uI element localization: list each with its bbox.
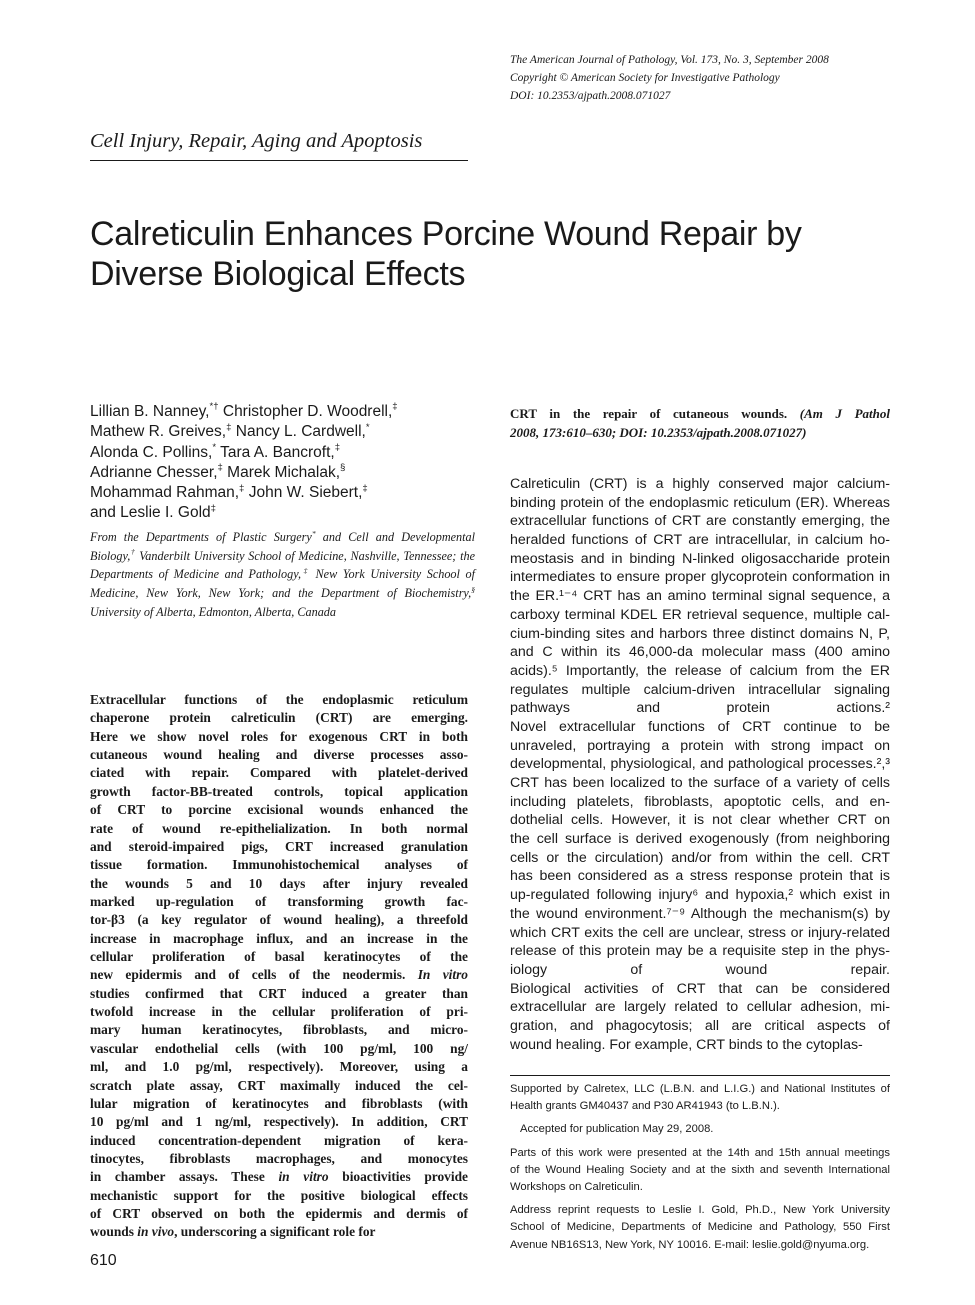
body-line: dothelial cells. However, it is not clear whether CRT on: [510, 812, 890, 829]
body-line: cells or the circulation) and/or from within the cell. CRT: [510, 849, 890, 866]
abstract-line: tor-β3 (a key regulator of wound healing), a threefold: [90, 912, 468, 928]
body-line: and C within its 46,000-da molecular mass (400 amino: [510, 644, 890, 661]
affiliation-mark: *: [311, 528, 316, 538]
body-line: meostasis and in binding N-linked oligosaccharide protein: [510, 550, 890, 567]
abstract-line: in chamber assays. These in vitro bioactivities provide: [90, 1169, 468, 1185]
author-line: [90, 463, 450, 483]
footnote-line: Parts of this work were presented at the 14th and 15th annual meetings: [510, 1146, 890, 1159]
abstract-line: and steroid-impaired pigs, CRT increased granulation: [90, 838, 468, 854]
author-name: Mathew R. Greives,: [90, 423, 227, 441]
affiliation-text: Vanderbilt University School of Medicine, Nashville, Tennessee; the Departments of Medicine and Pathology,: [90, 548, 475, 582]
section-heading: Cell Injury, Repair, Aging and Apoptosis: [90, 130, 423, 152]
footnote-line: Address reprint requests to Leslie I. Gold, Ph.D., New York University: [510, 1204, 890, 1217]
author-name: and Leslie I. Gold: [90, 504, 211, 522]
citation-doi: 2008, 173:610–630; DOI: 10.2353/ajpath.2008.071027): [510, 425, 807, 440]
author-mark: §: [340, 462, 346, 474]
body-line: wound healing. For example, CRT binds to the cytoplas-: [510, 1036, 863, 1053]
body-line: iology of wound repair.: [510, 961, 890, 978]
author-name: Christopher D. Woodrell,: [218, 403, 393, 420]
footnote-divider: [510, 1075, 890, 1076]
body-line: developmental, physiological, and pathological processes.²,³: [510, 756, 890, 773]
citation-block: [510, 404, 890, 442]
body-line: acids).⁵ Importantly, the release of calcium from the ER: [510, 662, 890, 679]
abstract-line: wounds in vivo, underscoring a significant role for: [90, 1224, 376, 1240]
author-line: [90, 483, 450, 503]
author-mark: ‡: [210, 502, 216, 514]
abstract-line: induced concentration-dependent migration of kera-: [90, 1132, 468, 1148]
footnote-line: Avenue NB16S13, New York, NY 10016. E-mail: leslie.gold@nyuma.org.: [510, 1238, 870, 1251]
reprint-note: [510, 1202, 890, 1254]
affiliation-mark: †: [130, 547, 136, 557]
accepted-note: [510, 1121, 890, 1138]
section-divider: [90, 160, 468, 161]
body-line: pathways and protein actions.²: [510, 700, 890, 717]
body-line: intermediates to ensure proper glycoprotein conformation in: [510, 569, 890, 586]
abstract-line: the wounds 5 and 10 days after injury revealed: [90, 875, 468, 891]
body-text: [510, 475, 890, 1054]
abstract-line: mary human keratinocytes, fibroblasts, and micro-: [90, 1022, 468, 1038]
body-line: heralded functions of CRT are intracellular, in calcium ho-: [510, 532, 890, 549]
abstract-line: cellular proliferation of basal keratinocytes of the: [90, 949, 468, 965]
author-mark: ‡: [217, 462, 223, 474]
abstract-line: mechanistic support for the positive biological effects: [90, 1187, 468, 1203]
body-line: extracellular functions of CRT are constantly emerging, the: [510, 513, 890, 530]
author-name: Lillian B. Nanney,: [90, 403, 210, 420]
journal-header: [510, 51, 910, 105]
citation-line: [510, 404, 890, 423]
title-line-1: Calreticulin Enhances Porcine Wound Repair by: [90, 215, 802, 253]
abstract-line: vascular endothelial cells (with 100 pg/ml, 100 ng/: [90, 1040, 468, 1056]
abstract-line: growth factor-BB-treated controls, topical application: [90, 783, 468, 799]
abstract-line: chaperone protein calreticulin (CRT) are emerging.: [90, 710, 468, 726]
accepted-text: Accepted for publication May 29, 2008.: [520, 1123, 714, 1136]
journal-doi: DOI: 10.2353/ajpath.2008.071027: [510, 90, 671, 102]
title-line-2: Diverse Biological Effects: [90, 255, 466, 293]
body-line: Novel extracellular functions of CRT continue to be: [510, 718, 890, 735]
footnote-line: of the Wound Healing Society and at the sixth and seventh International: [510, 1163, 890, 1176]
abstract-line: ml, and 1.0 pg/ml, respectively). Moreover, using a: [90, 1059, 468, 1075]
journal-citation: The American Journal of Pathology, Vol. 173, No. 3, September 2008: [510, 54, 829, 66]
author-name: Adrianne Chesser,: [90, 463, 218, 481]
body-line: has been considered as a stress response protein that is: [510, 868, 890, 885]
abstract-line: marked up-regulation of transforming growth fac-: [90, 893, 468, 909]
abstract-line: tinocytes, fibroblasts macrophages, and monocytes: [90, 1150, 468, 1166]
affiliation-text: New York University School of Medicine, New York, New York; and the Department of Biochemistry,: [90, 567, 475, 601]
body-line: Biological activities of CRT that can be considered: [510, 980, 890, 997]
abstract-line: Extracellular functions of the endoplasmic reticulum: [90, 692, 468, 707]
affiliation-mark: §: [471, 584, 475, 594]
body-line: carboxy terminal KDEL ER retrieval sequence, multiple cal-: [510, 606, 890, 623]
footnote-line: Workshops on Calreticulin.: [510, 1181, 643, 1194]
abstract-line: scratch plate assay, CRT maximally induced the cel-: [90, 1077, 468, 1093]
funding-note: [510, 1081, 890, 1115]
author-mark: *†: [209, 401, 219, 413]
article-title: [90, 214, 850, 294]
body-line: regulates multiple calcium-driven intracellular signaling: [510, 681, 890, 698]
body-line: unraveled, portraying a protein with strong impact on: [510, 737, 890, 754]
author-name: Tara A. Bancroft,: [216, 443, 335, 461]
body-line: which CRT exits the cell are unclear, stress or injury-related: [510, 924, 890, 941]
body-line: gration, and phagocytosis; all are critical aspects of: [510, 1017, 890, 1034]
affiliation-text: and Cell and Developmental Biology,: [90, 530, 475, 563]
abstract-line: studies confirmed that CRT induced a greater than: [90, 985, 468, 1001]
author-name: Alonda C. Pollins,: [90, 443, 213, 461]
body-line: CRT has been localized to the surface of a variety of cells: [510, 775, 890, 791]
citation-title-end: CRT in the repair of cutaneous wounds.: [510, 406, 788, 421]
abstract-line: of CRT to porcine excisional wounds enhanced the: [90, 802, 468, 818]
abstract-line: Here we show novel roles for exogenous CRT in both: [90, 728, 468, 744]
author-line: [90, 443, 450, 463]
footnote-line: Supported by Calretex, LLC (L.B.N. and L.I.G.) and National Institutes of: [510, 1083, 890, 1095]
author-mark: ‡: [362, 482, 368, 494]
footnote-line: School of Medicine, Departments of Medicine and Pathology, 550 First: [510, 1221, 890, 1234]
presentation-note: [510, 1145, 890, 1197]
body-line: the ER.¹⁻⁴ CRT has an amino terminal signal sequence, a: [510, 588, 890, 605]
body-line: cium-binding sites and harbors three distinct domains N, P,: [510, 625, 890, 642]
abstract-line: increase in macrophage influx, and an increase in the: [90, 930, 468, 946]
affiliation: [90, 528, 475, 622]
abstract-line: tissue formation. Immunohistochemical analyses of: [90, 857, 468, 873]
journal-copyright: Copyright © American Society for Investigative Pathology: [510, 72, 780, 84]
footnotes: [510, 1081, 890, 1260]
abstract-line: twofold increase in the cellular proliferation of pri-: [90, 1004, 468, 1020]
author-mark: ‡: [334, 441, 341, 453]
author-line: [90, 503, 450, 523]
author-list: [90, 402, 450, 524]
abstract-line: rate of wound re-epithelialization. In both normal: [90, 820, 468, 836]
author-mark: ‡: [226, 421, 232, 433]
abstract-line: new epidermis and of cells of the neodermis. In vitro: [90, 967, 469, 983]
body-line: the wound environment.⁷⁻⁹ Although the mechanism(s) by: [510, 905, 890, 922]
affiliation-text: University of Alberta, Edmonton, Alberta, Canada: [90, 604, 336, 619]
author-name: Mohammad Rahman,: [90, 484, 240, 502]
footnote-line: Health grants GM40437 and P30 AR41943 (to L.B.N.).: [510, 1100, 780, 1113]
author-name: John W. Siebert,: [244, 484, 363, 502]
body-line: Calreticulin (CRT) is a highly conserved major calcium-: [510, 476, 890, 492]
author-mark: ‡: [239, 482, 245, 494]
page-number: 610: [90, 1252, 117, 1269]
author-name: Marek Michalak,: [222, 463, 341, 481]
body-line: up-regulated following injury⁶ and hypoxia,² which exist in: [510, 887, 890, 904]
abstract-line: of CRT observed on both the epidermis and dermis of: [90, 1206, 468, 1222]
affiliation-mark: ‡: [301, 565, 310, 575]
abstract-line: cutaneous wound healing and diverse processes asso-: [90, 747, 468, 763]
affiliation-text: From the Departments of Plastic Surgery: [90, 530, 312, 544]
abstract-line: ciated with repair. Compared with platelet-derived: [90, 765, 468, 781]
abstract-line: lular migration of keratinocytes and fibroblasts (with: [90, 1095, 468, 1111]
author-name: Nancy L. Cardwell,: [231, 423, 366, 441]
author-line: [90, 422, 450, 442]
author-line: [90, 402, 450, 422]
body-line: the cell surface is derived exogenously (from neighboring: [510, 831, 890, 848]
abstract-line: 10 pg/ml and 1 ng/ml, respectively). In addition, CRT: [90, 1114, 468, 1130]
body-line: release of this protein may be a requisite step in the phys-: [510, 943, 890, 960]
citation-journal: (Am J Pathol: [799, 406, 891, 421]
body-line: extracellular are largely related to cellular adhesion, mi-: [510, 999, 890, 1016]
body-line: binding protein of the endoplasmic reticulum (ER). Whereas: [510, 494, 890, 511]
author-mark: *: [212, 441, 217, 453]
author-mark: ‡: [392, 401, 398, 413]
abstract: [90, 691, 468, 1242]
author-mark: *: [365, 421, 370, 433]
body-line: including platelets, fibroblasts, apoptotic cells, and en-: [510, 793, 890, 810]
